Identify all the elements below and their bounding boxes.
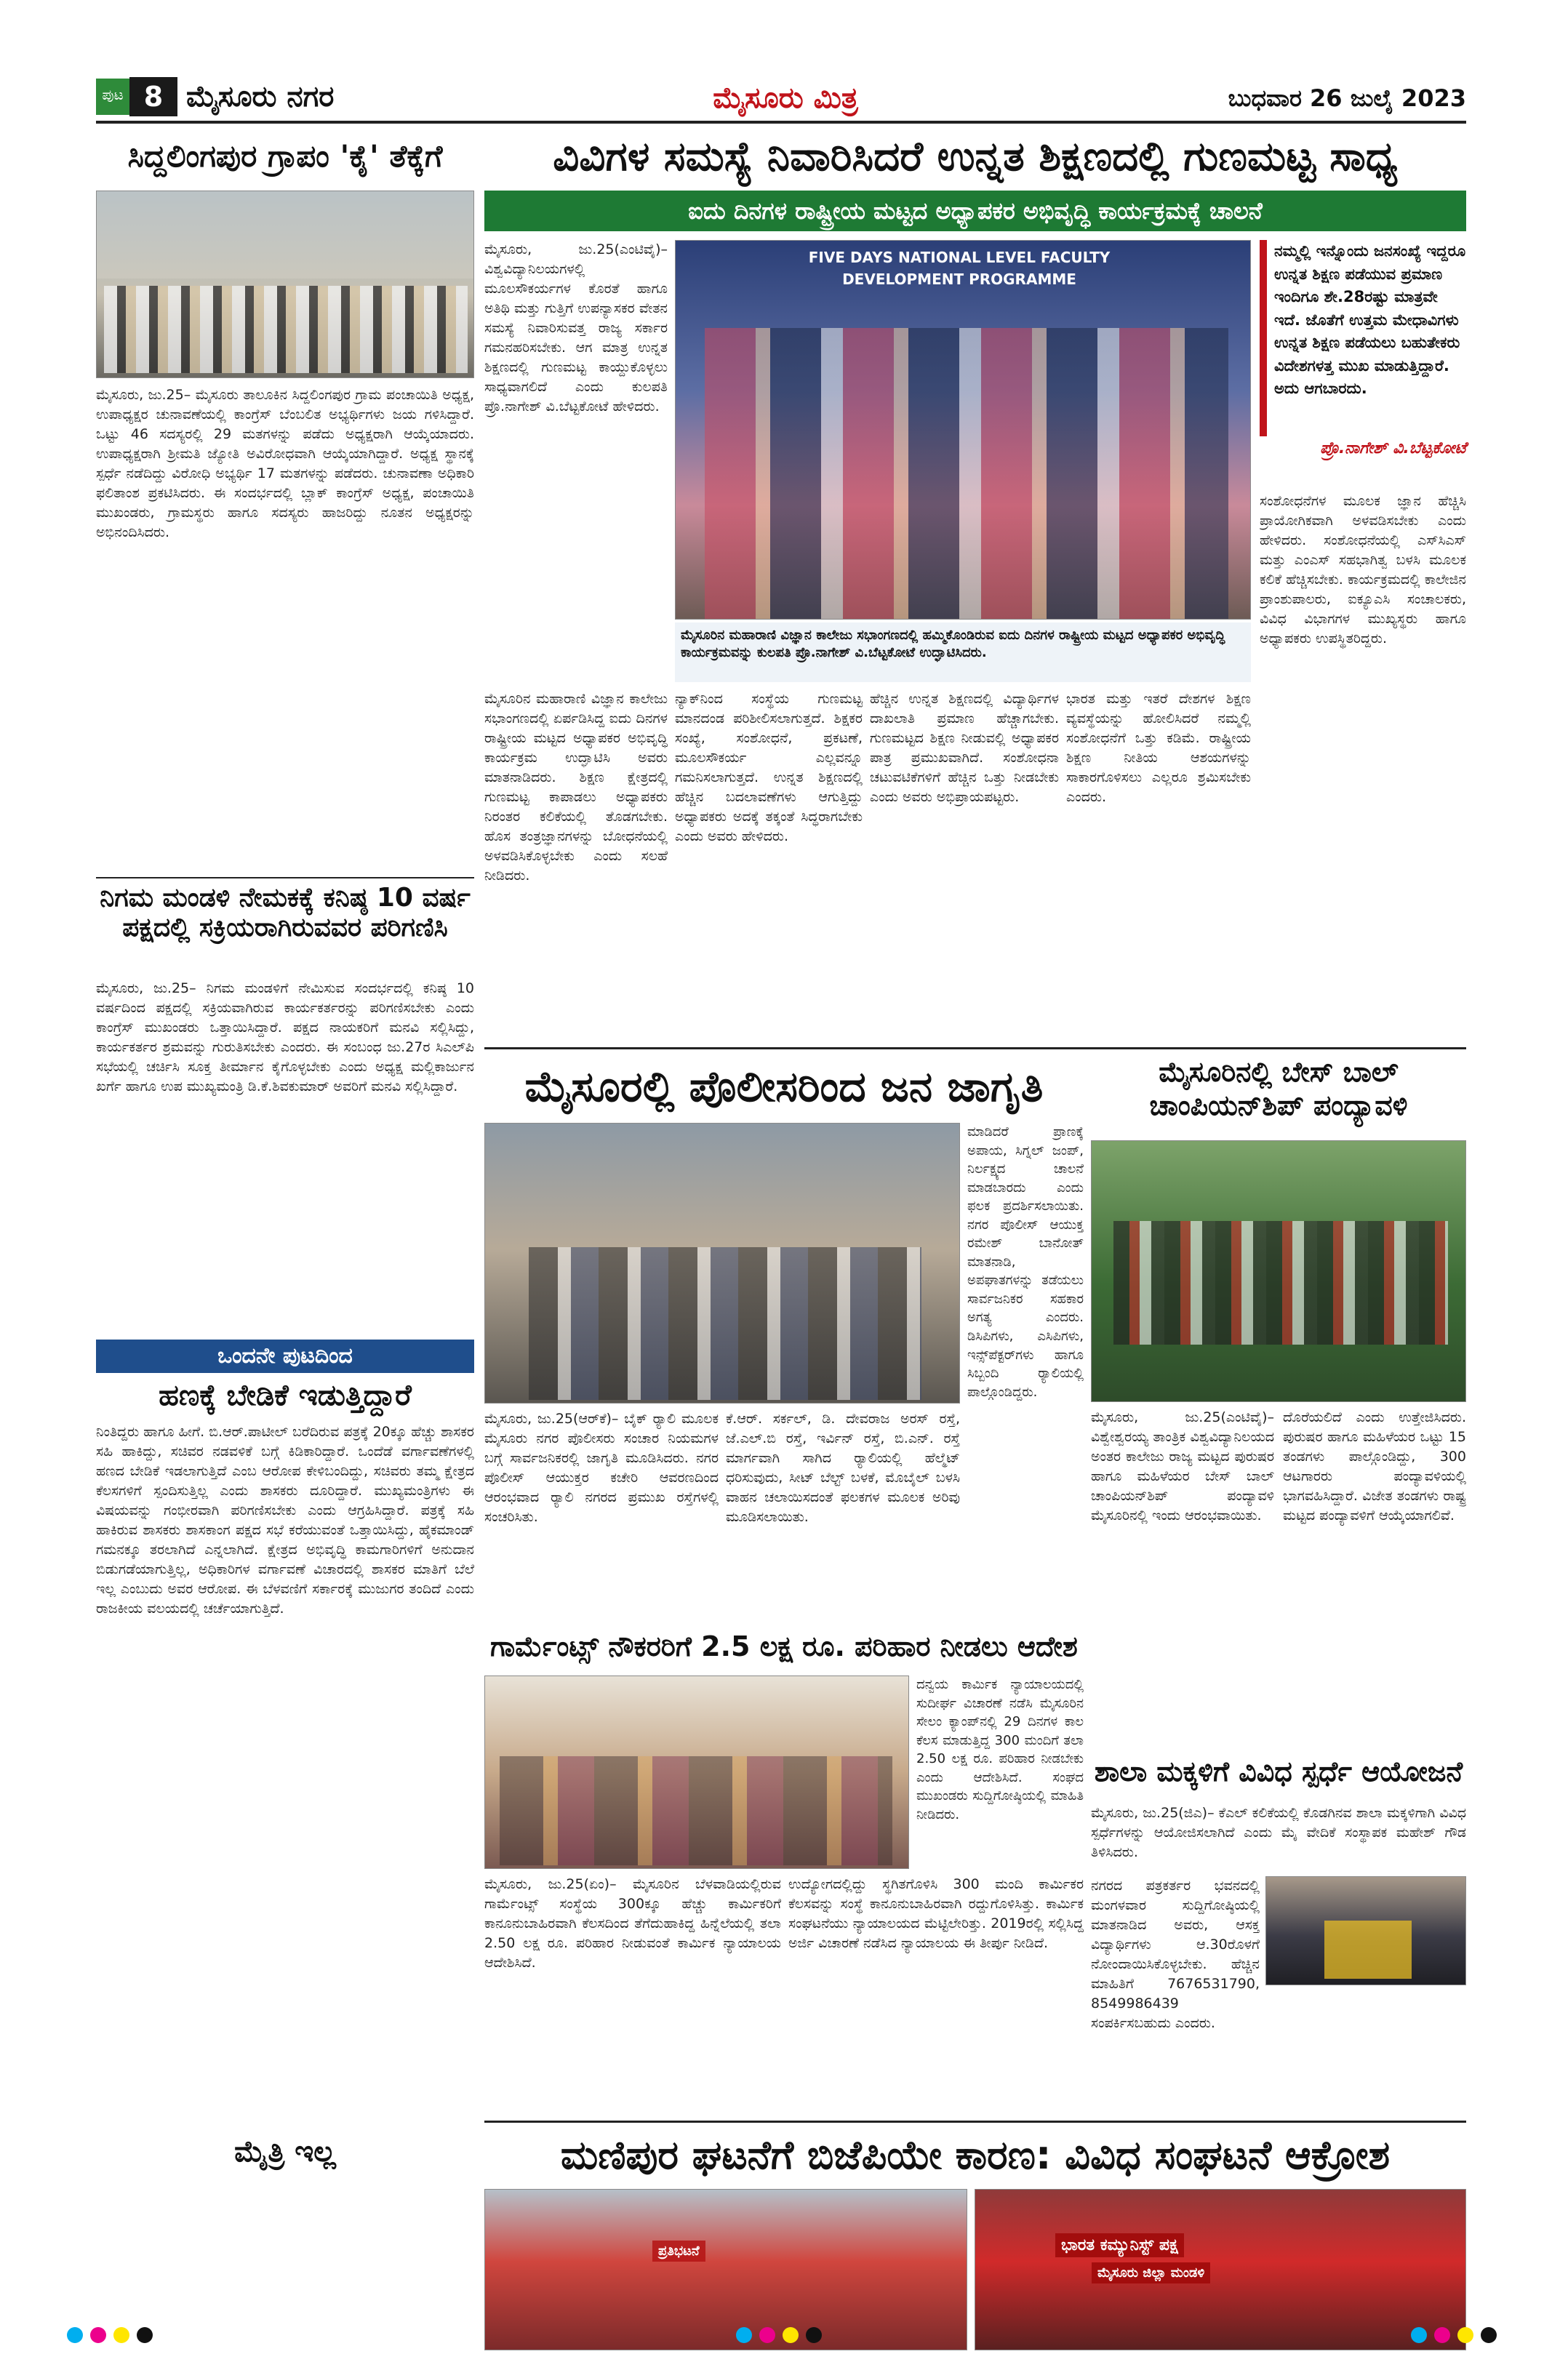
garment-headline: ಗಾರ್ಮೆಂಟ್ಸ್ ನೌಕರರಿಗೆ 2.5 ಲಕ್ಷ ರೂ. ಪರಿಹಾರ ನೀಡಲು ಆದೇಶ [490, 1630, 1078, 1662]
lead-col1: ಮೈಸೂರು, ಜು.25(ಎಂಟಿವೈ)– ವಿಶ್ವವಿದ್ಯಾನಿಲಯಗಳಲ್ಲಿ ಮೂಲಸೌಕರ್ಯಗಳ ಕೊರತೆ ಹಾಗೂ ಅತಿಥಿ ಮತ್ತು ಗುತ್ತಿಗೆ ಉಪನ್ಯಾಸಕರ ವೇತನ ಸಮಸ್ಯೆ ನಿವಾರಿಸುವತ್ತ ರಾಜ್ಯ ಸರ್ಕಾರ ಗಮನಹರಿಸಬೇಕು. ಆಗ ಮಾತ್ರ ಉನ್ನತ ಶಿಕ್ಷಣದಲ್ಲಿ ಗುಣಮಟ್ಟ ಕಾಯ್ದುಕೊಳ್ಳಲು ಸಾಧ್ಯವಾಗಲಿದೆ ಎಂದು ಕುಲಪತಿ ಪ್ರೊ.ನಾಗೇಶ್ ವಿ.ಬೆಟ್ಟಕೋಟೆ ಹೇಳಿದರು. [484, 241, 668, 415]
lead-quote-attribution: ಪ್ರೊ.ನಾಗೇಶ್ ವಿ.ಬೆಟ್ಟಕೋಟೆ [1320, 439, 1466, 457]
registration-dot-magenta [759, 2327, 775, 2343]
manipur-photo-2 [975, 2189, 1466, 2350]
lead-headline: ವಿವಿಗಳ ಸಮಸ್ಯೆ ನಿವಾರಿಸಿದರೆ ಉನ್ನತ ಶಿಕ್ಷಣದಲ್ಲಿ ಗುಣಮಟ್ಟ ಸಾಧ್ಯ [553, 133, 1398, 180]
registration-dot-yellow [783, 2327, 799, 2343]
photo-poster [1324, 1921, 1412, 1979]
section-title: ಮೈಸೂರು ನಗರ [186, 80, 335, 113]
garment-body3: ದನ್ವಯ ಕಾರ್ಮಿಕ ನ್ಯಾಯಾಲಯದಲ್ಲಿ ಸುದೀರ್ಘ ವಿಚಾರಣೆ ನಡೆಸಿ ಮೈಸೂರಿನ ಸೇಲಂ ಕ್ಯಾಂಪ್‌ನಲ್ಲಿ 29 ದಿನಗಳ ಕಾಲ ಕೆಲಸ ಮಾಡುತ್ತಿದ್ದ 300 ಮಂದಿಗೆ ತಲಾ 2.50 ಲಕ್ಷ ರೂ. ಪರಿಹಾರ ನೀಡಬೇಕು ಎಂದು ಆದೇಶಿಸಿದೆ. ಸಂಘದ ಮುಖಂಡರು ಸುದ್ದಿಗೋಷ್ಠಿಯಲ್ಲಿ ಮಾಹಿತಿ ನೀಡಿದರು. [916, 1677, 1084, 1822]
story2-body: ಮೈಸೂರು, ಜು.25– ನಿಗಮ ಮಂಡಳಿಗೆ ನೇಮಿಸುವ ಸಂದರ್ಭದಲ್ಲಿ ಕನಿಷ್ಠ 10 ವರ್ಷದಿಂದ ಪಕ್ಷದಲ್ಲಿ ಸಕ್ರಿಯವಾಗಿರುವ ಕಾರ್ಯಕರ್ತರನ್ನು ಪರಿಗಣಿಸಬೇಕು ಎಂದು ಕಾಂಗ್ರೆಸ್ ಮುಖಂಡರು ಒತ್ತಾಯಿಸಿದ್ದಾರೆ. ಪಕ್ಷದ ನಾಯಕರಿಗೆ ಮನವಿ ಸಲ್ಲಿಸಿದ್ದು, ಕಾರ್ಯಕರ್ತರ ಶ್ರಮವನ್ನು ಗುರುತಿಸಬೇಕು ಎಂದರು. ಈ ಸಂಬಂಧ ಜು.27ರ ಸಿಎಲ್‌ಪಿ ಸಭೆಯಲ್ಲಿ ಚರ್ಚಿಸಿ ಸೂಕ್ತ ತೀರ್ಮಾನ ಕೈಗೊಳ್ಳಬೇಕು ಎಂದು ಅಧ್ಯಕ್ಷ ಮಲ್ಲಿಕಾರ್ಜುನ ಖರ್ಗೆ ಹಾಗೂ ಉಪ ಮುಖ್ಯಮಂತ್ರಿ ಡಿ.ಕೆ.ಶಿವಕುಮಾರ್ ಅವರಿಗೆ ಮನವಿ ಸಲ್ಲಿಸಿದ್ದಾರೆ. [96, 980, 474, 1094]
school-body2: ನಗರದ ಪತ್ರಕರ್ತರ ಭವನದಲ್ಲಿ ಮಂಗಳವಾರ ಸುದ್ದಿಗೋಷ್ಠಿಯಲ್ಲಿ ಮಾತನಾಡಿದ ಅವರು, ಆಸಕ್ತ ವಿದ್ಯಾರ್ಥಿಗಳು ಆ.30ರೊಳಗೆ ನೋಂದಾಯಿಸಿಕೊಳ್ಳಬೇಕು. ಹೆಚ್ಚಿನ ಮಾಹಿತಿಗೆ 7676531790, 8549986439 ಸಂಪರ್ಕಿಸಬಹುದು ಎಂದರು. [1091, 1878, 1260, 2031]
baseball-headline: ಮೈಸೂರಿನಲ್ಲಿ ಬೇಸ್ ಬಾಲ್ ಚಾಂಪಿಯನ್‌ಶಿಪ್ ಪಂದ್ಯಾವಳಿ [1149, 1056, 1408, 1121]
manipur-photo-1 [484, 2189, 967, 2350]
page-number: 8 [129, 77, 177, 116]
baseball-body1: ಮೈಸೂರು, ಜು.25(ಎಂಟಿವೈ)– ವಿಶ್ವೇಶ್ವರಯ್ಯ ತಾಂತ್ರಿಕ ವಿಶ್ವವಿದ್ಯಾನಿಲಯದ ಅಂತರ ಕಾಲೇಜು ರಾಜ್ಯ ಮಟ್ಟದ ಪುರುಷರ ಹಾಗೂ ಮಹಿಳೆಯರ ಬೇಸ್ ಬಾಲ್ ಚಾಂಪಿಯನ್‌ಶಿಪ್ ಪಂದ್ಯಾವಳಿ ಮೈಸೂರಿನಲ್ಲಿ ಇಂದು ಆರಂಭವಾಯಿತು. [1091, 1409, 1274, 1524]
registration-dot-yellow [113, 2327, 129, 2343]
school-photo [1265, 1876, 1466, 1985]
registration-dot-yellow [1457, 2327, 1473, 2343]
divider [96, 877, 474, 878]
continuation-banner: ಒಂದನೇ ಪುಟದಿಂದ [96, 1340, 474, 1373]
lead-col3: ನ್ಯಾಕ್‌ನಿಂದ ಸಂಸ್ಥೆಯ ಗುಣಮಟ್ಟ ಮಾನದಂಡ ಪರಿಶೀಲಿಸಲಾಗುತ್ತದೆ. ಶಿಕ್ಷಕರ ಸಂಖ್ಯೆ, ಸಂಶೋಧನೆ, ಪ್ರಕಟಣೆ, ಮೂಲಸೌಕರ್ಯ ಎಲ್ಲವನ್ನೂ ಗಮನಿಸಲಾಗುತ್ತದೆ. ಉನ್ನತ ಶಿಕ್ಷಣದಲ್ಲಿ ಹೆಚ್ಚಿನ ಬದಲಾವಣೆಗಳು ಆಗುತ್ತಿದ್ದು ಅಧ್ಯಾಪಕರು ಅದಕ್ಕೆ ತಕ್ಕಂತೆ ಸಿದ್ಧರಾಗಬೇಕು ಎಂದು ಅವರು ಹೇಳಿದರು. [675, 691, 863, 844]
photo-panel [500, 1756, 892, 1865]
registration-dot-black [1481, 2327, 1497, 2343]
divider [484, 2121, 1466, 2123]
registration-dot-cyan [67, 2327, 83, 2343]
baseball-photo [1091, 1140, 1466, 1402]
registration-dot-magenta [90, 2327, 106, 2343]
lead-pull-quote: ನಮ್ಮಲ್ಲಿ ಇನ್ನೊಂದು ಜನಸಂಖ್ಯೆ ಇದ್ದರೂ ಉನ್ನತ ಶಿಕ್ಷಣ ಪಡೆಯುವ ಪ್ರಮಾಣ ಇಂದಿಗೂ ಶೇ.28ರಷ್ಟು ಮಾತ್ರವೇ ಇದೆ. ಜೊತೆಗೆ ಉತ್ತಮ ಮೇಧಾವಿಗಳು ಉನ್ನತ ಶಿಕ್ಷಣ ಪಡೆಯಲು ಬಹುತೇಕರು ವಿದೇಶಗಳತ್ತ ಮುಖ ಮಾಡುತ್ತಿದ್ದಾರೆ. ಅದು ಆಗಬಾರದು. [1260, 240, 1466, 436]
party-banner: ಭಾರತ ಕಮ್ಯುನಿಸ್ಟ್ ಪಕ್ಷ [1055, 2233, 1184, 2257]
story2-headline: ನಿಗಮ ಮಂಡಳಿ ನೇಮಕಕ್ಕೆ ಕನಿಷ್ಠ 10 ವರ್ಷ ಪಕ್ಷದಲ್ಲಿ ಸಕ್ರಿಯರಾಗಿರುವವರ ಪರಿಗಣಿಸಿ [100, 883, 471, 943]
photo-people [705, 328, 1228, 619]
issue-date: ಬುಧವಾರ 26 ಜುಲೈ 2023 [1228, 84, 1466, 112]
garment-body2: ಉದ್ಯೋಗದಲ್ಲಿದ್ದು ಸ್ಥಗಿತಗೊಳಿಸಿ 300 ಮಂದಿ ಕಾರ್ಮಿಕರ ಕೆಲಸವನ್ನು ಸಂಸ್ಥೆ ಕಾನೂನುಬಾಹಿರವಾಗಿ ರದ್ದುಗೊಳಿಸಿತ್ತು. ಕಾರ್ಮಿಕ ಸಂಘಟನೆಯು ನ್ಯಾಯಾಲಯದ ಮೆಟ್ಟಿಲೇರಿತ್ತು. 2019ರಲ್ಲಿ ಸಲ್ಲಿಸಿದ್ದ ಅರ್ಜಿ ವಿಚಾರಣೆ ನಡೆಸಿದ ನ್ಯಾಯಾಲಯ ಈ ತೀರ್ಪು ನೀಡಿದೆ. [788, 1876, 1084, 1951]
photo-bikes [529, 1247, 921, 1400]
police-photo [484, 1123, 960, 1404]
photo-players [1113, 1221, 1448, 1345]
lead-col2: ಮೈಸೂರಿನ ಮಹಾರಾಣಿ ವಿಜ್ಞಾನ ಕಾಲೇಜು ಸಭಾಂಗಣದಲ್ಲಿ ಏರ್ಪಡಿಸಿದ್ದ ಐದು ದಿನಗಳ ರಾಷ್ಟ್ರೀಯ ಮಟ್ಟದ ಅಧ್ಯಾಪಕರ ಅಭಿವೃದ್ಧಿ ಕಾರ್ಯಕ್ರಮ ಉದ್ಘಾಟಿಸಿ ಅವರು ಮಾತನಾಡಿದರು. ಶಿಕ್ಷಣ ಕ್ಷೇತ್ರದಲ್ಲಿ ಗುಣಮಟ್ಟ ಕಾಪಾಡಲು ಅಧ್ಯಾಪಕರು ನಿರಂತರ ಕಲಿಕೆಯಲ್ಲಿ ತೊಡಗಬೇಕು. ಹೊಸ ತಂತ್ರಜ್ಞಾನಗಳನ್ನು ಬೋಧನೆಯಲ್ಲಿ ಅಳವಡಿಸಿಕೊಳ್ಳಬೇಕು ಎಂದು ಸಲಹೆ ನೀಡಿದರು. [484, 691, 668, 884]
lead-col5: ಭಾರತ ಮತ್ತು ಇತರೆ ದೇಶಗಳ ಶಿಕ್ಷಣ ವ್ಯವಸ್ಥೆಯನ್ನು ಹೋಲಿಸಿದರೆ ನಮ್ಮಲ್ಲಿ ಸಂಶೋಧನೆಗೆ ಒತ್ತು ಕಡಿಮೆ. ರಾಷ್ಟ್ರೀಯ ಶಿಕ್ಷಣ ನೀತಿಯ ಆಶಯಗಳನ್ನು ಸಾಕಾರಗೊಳಿಸಲು ಎಲ್ಲರೂ ಶ್ರಮಿಸಬೇಕು ಎಂದರು. [1066, 691, 1251, 805]
masthead: ಮೈಸೂರು ಮಿತ್ರ [713, 81, 858, 115]
photo-crowd [104, 286, 468, 373]
registration-dot-cyan [736, 2327, 752, 2343]
police-body1: ಮೈಸೂರು, ಜು.25(ಆರ್‌ಕೆ)– ಬೈಕ್ ರ‍್ಯಾಲಿ ಮೂಲಕ ಮೈಸೂರು ನಗರ ಪೊಲೀಸರು ಸಂಚಾರ ನಿಯಮಗಳ ಬಗ್ಗೆ ಸಾರ್ವಜನಿಕರಲ್ಲಿ ಜಾಗೃತಿ ಮೂಡಿಸಿದರು. ನಗರ ಪೊಲೀಸ್ ಆಯುಕ್ತರ ಕಚೇರಿ ಆವರಣದಿಂದ ಆರಂಭವಾದ ರ‍್ಯಾಲಿ ನಗರದ ಪ್ರಮುಖ ರಸ್ತೆಗಳಲ್ಲಿ ಸಂಚರಿಸಿತು. [484, 1411, 719, 1525]
baseball-body2: ದೊರೆಯಲಿದೆ ಎಂದು ಉತ್ತೇಜಿಸಿದರು. ಪುರುಷರ ಹಾಗೂ ಮಹಿಳೆಯರ ಒಟ್ಟು 15 ತಂಡಗಳು ಪಾಲ್ಗೊಂಡಿದ್ದು, 300 ಆಟಗಾರರು ಪಂದ್ಯಾವಳಿಯಲ್ಲಿ ಭಾಗವಹಿಸಿದ್ದಾರೆ. ವಿಜೇತ ತಂಡಗಳು ರಾಷ್ಟ್ರ ಮಟ್ಟದ ಪಂದ್ಯಾವಳಿಗೆ ಆಯ್ಕೆಯಾಗಲಿವೆ. [1283, 1409, 1466, 1524]
continuation-headline: ಹಣಕ್ಕೆ ಬೇಡಿಕೆ ಇಡುತ್ತಿದ್ದಾರೆ [159, 1379, 412, 1412]
garment-body1: ಮೈಸೂರು, ಜು.25(ಏಂ)– ಮೈಸೂರಿನ ಬೆಳವಾಡಿಯಲ್ಲಿರುವ ಗಾರ್ಮೆಂಟ್ಸ್ ಸಂಸ್ಥೆಯ 300ಕ್ಕೂ ಹೆಚ್ಚು ಕಾರ್ಮಿಕರಿಗೆ ಕಾನೂನುಬಾಹಿರವಾಗಿ ಕೆಲಸದಿಂದ ತೆಗೆದುಹಾಕಿದ್ದ ಹಿನ್ನೆಲೆಯಲ್ಲಿ ತಲಾ 2.50 ಲಕ್ಷ ರೂ. ಪರಿಹಾರ ನೀಡುವಂತೆ ಕಾರ್ಮಿಕ ನ್ಯಾಯಾಲಯ ಆದೇಶಿಸಿದೆ. [484, 1876, 781, 1971]
story1-headline: ಸಿದ್ದಲಿಂಗಪುರ ಗ್ರಾಪಂ 'ಕೈ' ತೆಕ್ಕೆಗೆ [127, 138, 443, 174]
registration-dot-cyan [1411, 2327, 1427, 2343]
lead-photo [675, 240, 1251, 620]
garment-photo [484, 1676, 909, 1869]
subhead-maitri: ಮೈತ್ರಿ ಇಲ್ಲ [234, 2135, 336, 2169]
police-body3: ಮಾಡಿದರೆ ಪ್ರಾಣಕ್ಕೆ ಅಪಾಯ, ಸಿಗ್ನಲ್ ಜಂಪ್, ನಿರ್ಲಕ್ಷ್ಯದ ಚಾಲನೆ ಮಾಡಬಾರದು ಎಂದು ಫಲಕ ಪ್ರದರ್ಶಿಸಲಾಯಿತು. ನಗರ ಪೊಲೀಸ್ ಆಯುಕ್ತ ರಮೇಶ್ ಬಾನೋತ್ ಮಾತನಾಡಿ, ಅಪಘಾತಗಳನ್ನು ತಡೆಯಲು ಸಾರ್ವಜನಿಕರ ಸಹಕಾರ ಅಗತ್ಯ ಎಂದರು. ಡಿಸಿಪಿಗಳು, ಎಸಿಪಿಗಳು, ಇನ್ಸ್‌ಪೆಕ್ಟರ್‌ಗಳು ಹಾಗೂ ಸಿಬ್ಬಂದಿ ರ‍್ಯಾಲಿಯಲ್ಲಿ ಪಾಲ್ಗೊಂಡಿದ್ದರು. [967, 1124, 1084, 1400]
school-headline: ಶಾಲಾ ಮಕ್ಕಳಿಗೆ ವಿವಿಧ ಸ್ಪರ್ಧೆ ಆಯೋಜನೆ [1094, 1756, 1463, 1787]
top-rule [96, 121, 1466, 124]
registration-dot-magenta [1434, 2327, 1450, 2343]
divider [484, 1047, 1466, 1049]
lead-col4: ಹೆಚ್ಚಿನ ಉನ್ನತ ಶಿಕ್ಷಣದಲ್ಲಿ ವಿದ್ಯಾರ್ಥಿಗಳ ದಾಖಲಾತಿ ಪ್ರಮಾಣ ಹೆಚ್ಚಾಗಬೇಕು. ಗುಣಮಟ್ಟದ ಶಿಕ್ಷಣ ನೀಡುವಲ್ಲಿ ಅಧ್ಯಾಪಕರ ಪಾತ್ರ ಪ್ರಮುಖವಾಗಿದೆ. ಸಂಶೋಧನಾ ಚಟುವಟಿಕೆಗಳಿಗೆ ಹೆಚ್ಚಿನ ಒತ್ತು ನೀಡಬೇಕು ಎಂದು ಅವರು ಅಭಿಪ್ರಾಯಪಟ್ಟರು. [870, 691, 1059, 805]
manipur-headline: ಮಣಿಪುರ ಘಟನೆಗೆ ಬಿಜೆಪಿಯೇ ಕಾರಣ: ವಿವಿಧ ಸಂಘಟನೆ ಆಕ್ರೋಶ [560, 2132, 1391, 2178]
continuation-body: ನಿಂತಿದ್ದರು ಹಾಗೂ ಹೀಗೆ. ಬಿ.ಆರ್.ಪಾಟೀಲ್ ಬರೆದಿರುವ ಪತ್ರಕ್ಕೆ 20ಕ್ಕೂ ಹೆಚ್ಚು ಶಾಸಕರ ಸಹಿ ಹಾಕಿದ್ದು, ಸಚಿವರ ನಡವಳಿಕೆ ಬಗ್ಗೆ ಕಿಡಿಕಾರಿದ್ದಾರೆ. ಒಂದೆಡೆ ವರ್ಗಾವಣೆಗಳಲ್ಲಿ ಹಣದ ಬೇಡಿಕೆ ಇಡಲಾಗುತ್ತಿದೆ ಎಂಬ ಆರೋಪ ಕೇಳಿಬಂದಿದ್ದು, ಸಚಿವರು ತಮ್ಮ ಕ್ಷೇತ್ರದ ಕೆಲಸಗಳಿಗೆ ಸ್ಪಂದಿಸುತ್ತಿಲ್ಲ ಎಂದು ಶಾಸಕರು ದೂರಿದ್ದಾರೆ. ಮುಖ್ಯಮಂತ್ರಿಗಳು ಈ ವಿಷಯವನ್ನು ಗಂಭೀರವಾಗಿ ಪರಿಗಣಿಸಬೇಕು ಎಂದು ಆಗ್ರಹಿಸಿದ್ದಾರೆ. ಪತ್ರಕ್ಕೆ ಸಹಿ ಹಾಕಿರುವ ಶಾಸಕರು ಶಾಸಕಾಂಗ ಪಕ್ಷದ ಸಭೆ ಕರೆಯುವಂತೆ ಒತ್ತಾಯಿಸಿದ್ದು, ಹೈಕಮಾಂಡ್ ಗಮನಕ್ಕೂ ತರಲಾಗಿದೆ ಎನ್ನಲಾಗಿದೆ. ಕ್ಷೇತ್ರದ ಅಭಿವೃದ್ಧಿ ಕಾಮಗಾರಿಗಳಿಗೆ ಅನುದಾನ ಬಿಡುಗಡೆಯಾಗುತ್ತಿಲ್ಲ, ಅಧಿಕಾರಿಗಳ ವರ್ಗಾವಣೆ ವಿಚಾರದಲ್ಲಿ ಶಾಸಕರ ಮಾತಿಗೆ ಬೆಲೆ ಇಲ್ಲ ಎಂಬುದು ಅವರ ಆರೋಪ. ಈ ಬೆಳವಣಿಗೆ ಸರ್ಕಾರಕ್ಕೆ ಮುಜುಗರ ತಂದಿದೆ ಎಂದು ರಾಜಕೀಯ ವಲಯದಲ್ಲಿ ಚರ್ಚೆಯಾಗುತ್ತಿದೆ. [96, 1424, 474, 1617]
page-label: ಪುಟ [96, 79, 129, 115]
photo-banner-text: FIVE DAYS NATIONAL LEVEL FACULTY DEVELOPMENT PROGRAMME [808, 249, 1111, 288]
police-headline: ಮೈಸೂರಲ್ಲಿ ಪೊಲೀಸರಿಂದ ಜನ ಜಾಗೃತಿ [524, 1062, 1044, 1111]
story1-photo [96, 191, 474, 378]
photo-building [97, 191, 474, 279]
registration-dot-black [806, 2327, 822, 2343]
school-body1: ಮೈಸೂರು, ಜು.25(ಜಿಎ)– ಕೆಎಲ್ ಕಲಿಕೆಯಲ್ಲಿ ಕೊಡಗಿನವ ಶಾಲಾ ಮಕ್ಕಳಿಗಾಗಿ ವಿವಿಧ ಸ್ಪರ್ಧೆಗಳನ್ನು ಆಯೋಜಿಸಲಾಗಿದೆ ಎಂದು ಮೈ ವೇದಿಕೆ ಸಂಸ್ಥಾಪಕ ಮಹೇಶ್ ಗೌಡ ತಿಳಿಸಿದರು. [1091, 1805, 1466, 1860]
story1-body: ಮೈಸೂರು, ಜು.25– ಮೈಸೂರು ತಾಲೂಕಿನ ಸಿದ್ದಲಿಂಗಪುರ ಗ್ರಾಮ ಪಂಚಾಯಿತಿ ಅಧ್ಯಕ್ಷ, ಉಪಾಧ್ಯಕ್ಷರ ಚುನಾವಣೆಯಲ್ಲಿ ಕಾಂಗ್ರೆಸ್ ಬೆಂಬಲಿತ ಅಭ್ಯರ್ಥಿಗಳು ಜಯ ಗಳಿಸಿದ್ದಾರೆ. ಒಟ್ಟು 46 ಸದಸ್ಯರಲ್ಲಿ 29 ಮತಗಳನ್ನು ಪಡೆದು ಅಧ್ಯಕ್ಷರಾಗಿ ಆಯ್ಕೆಯಾದರು. ಉಪಾಧ್ಯಕ್ಷರಾಗಿ ಶ್ರೀಮತಿ ಜ್ಯೋತಿ ಅವಿರೋಧವಾಗಿ ಆಯ್ಕೆಯಾಗಿದ್ದಾರೆ. ಅಧ್ಯಕ್ಷ ಸ್ಥಾನಕ್ಕೆ ಸ್ಪರ್ಧೆ ನಡೆದಿದ್ದು ವಿರೋಧಿ ಅಭ್ಯರ್ಥಿ 17 ಮತಗಳನ್ನು ಪಡೆದರು. ಚುನಾವಣಾ ಅಧಿಕಾರಿ ಫಲಿತಾಂಶ ಪ್ರಕಟಿಸಿದರು. ಈ ಸಂದರ್ಭದಲ್ಲಿ ಬ್ಲಾಕ್ ಕಾಂಗ್ರೆಸ್ ಅಧ್ಯಕ್ಷ, ಪಂಚಾಯಿತಿ ಮುಖಂಡರು, ಗ್ರಾಮಸ್ಥರು ಹಾಗೂ ಸದಸ್ಯರು ಹಾಜರಿದ್ದು ನೂತನ ಅಧ್ಯಕ್ಷರನ್ನು ಅಭಿನಂದಿಸಿದರು. [96, 387, 474, 540]
lead-deck: ಐದು ದಿನಗಳ ರಾಷ್ಟ್ರೀಯ ಮಟ್ಟದ ಅಧ್ಯಾಪಕರ ಅಭಿವೃದ್ಧಿ ಕಾರ್ಯಕ್ರಮಕ್ಕೆ ಚಾಲನೆ [484, 191, 1466, 231]
district-banner: ಮೈಸೂರು ಜಿಲ್ಲಾ ಮಂಡಳಿ [1092, 2262, 1210, 2283]
police-body2: ಕೆ.ಆರ್. ಸರ್ಕಲ್, ಡಿ. ದೇವರಾಜ ಅರಸ್ ರಸ್ತೆ, ಜೆ.ಎಲ್.ಬಿ ರಸ್ತೆ, ಇರ್ವಿನ್ ರಸ್ತೆ, ಬಿ.ಎನ್. ರಸ್ತೆ ಮಾರ್ಗವಾಗಿ ಸಾಗಿದ ರ‍್ಯಾಲಿಯಲ್ಲಿ ಹೆಲ್ಮೆಟ್ ಧರಿಸುವುದು, ಸೀಟ್ ಬೆಲ್ಟ್ ಬಳಕೆ, ಮೊಬೈಲ್ ಬಳಸಿ ವಾಹನ ಚಲಾಯಿಸದಂತೆ ಫಲಕಗಳ ಮೂಲಕ ಅರಿವು ಮೂಡಿಸಲಾಯಿತು. [726, 1411, 960, 1525]
registration-dot-black [137, 2327, 153, 2343]
protest-sign: ಪ್ರತಿಭಟನೆ [652, 2241, 705, 2262]
lead-col6: ಸಂಶೋಧನೆಗಳ ಮೂಲಕ ಜ್ಞಾನ ಹೆಚ್ಚಿಸಿ ಪ್ರಾಯೋಗಿಕವಾಗಿ ಅಳವಡಿಸಬೇಕು ಎಂದು ಹೇಳಿದರು. ಸಂಶೋಧನೆಯಲ್ಲಿ ಎಸ್‌ಸಿ‌ಎಸ್ ಮತ್ತು ಎಂಎಸ್ ಸಹಭಾಗಿತ್ವ ಬಳಸಿ ಮೂಲಕ ಕಲಿಕೆ ಹೆಚ್ಚಿಸಬೇಕು. ಕಾರ್ಯಕ್ರಮದಲ್ಲಿ ಕಾಲೇಜಿನ ಪ್ರಾಂಶುಪಾಲರು, ಐಕ್ಯೂಎಸಿ ಸಂಚಾಲಕರು, ವಿವಿಧ ವಿಭಾಗಗಳ ಮುಖ್ಯಸ್ಥರು ಹಾಗೂ ಅಧ್ಯಾಪಕರು ಉಪಸ್ಥಿತರಿದ್ದರು. [1260, 493, 1466, 646]
lead-photo-caption: ಮೈಸೂರಿನ ಮಹಾರಾಣಿ ವಿಜ್ಞಾನ ಕಾಲೇಜು ಸಭಾಂಗಣದಲ್ಲಿ ಹಮ್ಮಿಕೊಂಡಿರುವ ಐದು ದಿನಗಳ ರಾಷ್ಟ್ರೀಯ ಮಟ್ಟದ ಅಧ್ಯಾಪಕರ ಅಭಿವೃದ್ಧಿ ಕಾರ್ಯಕ್ರಮವನ್ನು ಕುಲಪತಿ ಪ್ರೊ.ನಾಗೇಶ್ ವಿ.ಬೆಟ್ಟಕೋಟೆ ಉದ್ಘಾಟಿಸಿದರು. [675, 622, 1251, 682]
